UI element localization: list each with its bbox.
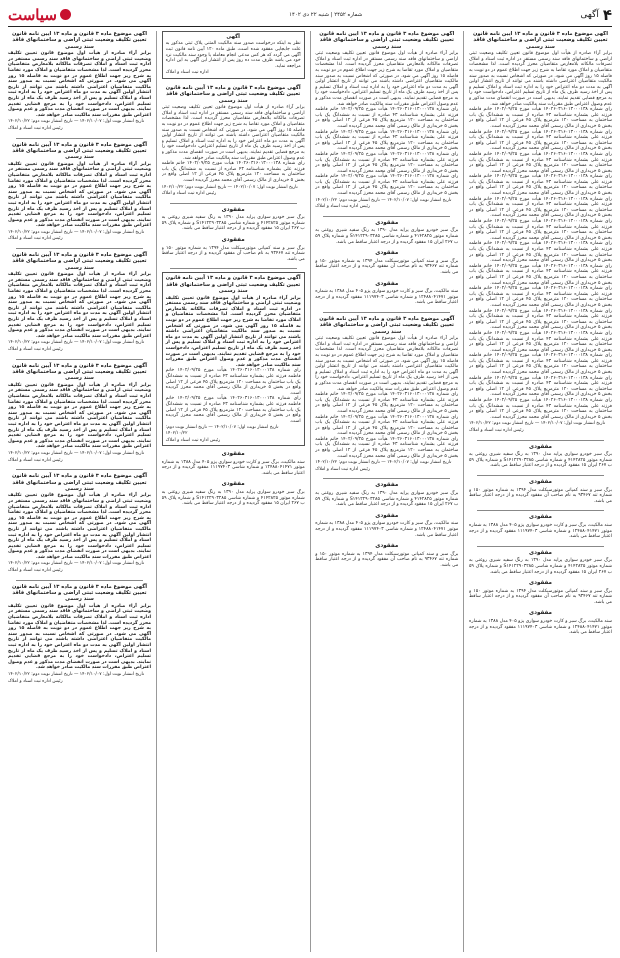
notice-dates: تاریخ انتشار نوبت اول: ۱۴۰۲/۱۰/۰۷ — تاریخ انتشار نوبت دوم: ۱۴۰۲/۱۰/۲۲	[165, 425, 279, 436]
lost-notice	[469, 515, 612, 539]
notice-dates: تاریخ انتشار نوبت اول: ۱۴۰۲/۱۰/۰۷ — تاریخ انتشار نوبت دوم: ۱۴۰۲/۱۰/۲۲	[315, 460, 452, 466]
lost-text: برگ سبز خودرو سواری پراید مدل ۱۳۹۰ به رنگ سفید شیری روغنی به شماره موتور ۴۱۴۲۸۲۵ و شماره شاسی S۱۴۱۲۲۹۰۳۲۸۵ و شماره پلاک ۵۹ ب ۲۶۷ ایران ۱۵ مفقود گردیده و از درجه اعتبار ساقط می باشد.	[161, 490, 305, 507]
notice-signature: رئیس اداره ثبت اسناد و املاک	[315, 204, 370, 210]
lost-notice	[162, 208, 305, 232]
legal-notice	[469, 31, 612, 434]
lost-notice	[469, 581, 612, 605]
notice-record: رای شماره ۱۴۰۲۶۰۳۱۶۰۱۳۰۰۰۱۳۸ هیأت مورخ ۱۴۰۲/۰۹/۲۵ خانم فاطمه فرزند علی بشماره شناسنامه ۴۳ صادره از نسبت به ششدانگ یک باب ساختمان به مساحت ۱۲۰ مترمربع پلاک ۴۵ فرعی از ۱۲ اصلی واقع در بخش ۵ خریداری از مالک رسمی آقای محمد محرز گردیده است.	[468, 196, 612, 219]
notice-signature: رئیس اداره ثبت اسناد و املاک	[7, 125, 63, 131]
notice-record: رای شماره ۱۴۰۲۶۰۳۱۶۰۱۳۰۰۰۱۳۸ هیأت مورخ ۱۴۰۲/۰۹/۲۵ خانم فاطمه فرزند علی بشماره شناسنامه ۴۳ صادره از نسبت به ششدانگ یک باب ساختمان به مساحت ۱۲۰ مترمربع پلاک ۴۵ فرعی از ۱۲ اصلی واقع در بخش ۵ خریداری از مالک رسمی آقای محمد محرز گردیده است.	[468, 129, 612, 152]
column-rule	[463, 31, 464, 952]
notice-record: رای شماره ۱۴۰۲۶۰۳۱۶۰۱۳۰۰۰۱۳۸ هیأت مورخ ۱۴۰۲/۰۹/۲۵ خانم فاطمه فرزند علی بشماره شناسنامه ۴۳ صادره از نسبت به ششدانگ یک باب ساختمان به مساحت ۱۲۰ مترمربع پلاک ۴۵ فرعی از ۱۲ اصلی واقع در بخش ۵ خریداری از مالک رسمی آقای محمد محرز گردیده است.	[468, 308, 612, 331]
lost-heading: مفقودی	[221, 237, 245, 244]
lost-notice	[315, 483, 458, 507]
lost-text: سند مالکیت، برگ سبز و کارت خودرو سواری پژو ۴۰۵ مدل ۱۳۸۸ به شماره موتور ۱۲۴۸۸۰۴۱۴۷۱ و شماره شاسی ۱۱۱۹۷۴۰۳ مفقود گردیده و از درجه اعتبار ساقط می باشد.	[468, 619, 612, 636]
notice-dates: تاریخ انتشار نوبت اول: ۱۴۰۲/۱۰/۰۷ — تاریخ انتشار نوبت دوم: ۱۴۰۲/۱۰/۲۲	[161, 184, 298, 190]
lost-heading: مفقودی	[528, 549, 552, 556]
page-number: ۴	[602, 5, 612, 24]
divider	[477, 546, 604, 547]
notice-record: رای شماره ۱۴۰۲۶۰۳۱۶۰۱۳۰۰۰۱۳۸ هیأت مورخ ۱۴۰۲/۰۹/۲۵ خانم فاطمه فرزند علی بشماره شناسنامه ۴۳ صادره از نسبت به ششدانگ یک باب ساختمان به مساحت ۱۲۰ مترمربع پلاک ۴۵ فرعی از ۱۲ اصلی واقع در بخش ۵ خریداری از مالک رسمی آقای محمد محرز گردیده است.	[468, 353, 612, 376]
notice-text: برابر آراء صادره از هیأت اول موضوع قانون تعیین تکلیف وضعیت ثبتی اراضی و ساختمانهای فاقد سند رسمی مستقر در اداره ثبت اسناد و املاک تصرفات مالکانه بلامعارض متقاضیان محرز گردیده است. لذا مشخصات متقاضیان و املاک مورد تقاضا به شرح زیر جهت اطلاع عموم در دو نوبت به فاصله ۱۵ روز آگهی می شود. در صورتی که اشخاص نسبت به صدور سند مالکیت متقاضیان اعتراضی داشته باشند می توانند از تاریخ انتشار اولین آگهی به مدت دو ماه اعتراض خود را به اداره ثبت اسناد و املاک تسلیم و پس از اخذ رسید ظرف یک ماه از تاریخ تسلیم اعتراض، دادخواست خود را به مرجع قضایی تقدیم نمایند. بدیهی است در صورت انقضای مدت مذکور و عدم وصول اعتراض طبق مقررات سند مالکیت صادر خواهد شد.	[161, 105, 305, 161]
lost-heading: مفقودی	[221, 451, 245, 458]
legal-notice	[8, 31, 151, 132]
lost-text: سند مالکیت، برگ سبز و کارت خودرو سواری پژو ۴۰۵ مدل ۱۳۸۸ به شماره موتور ۱۲۴۸۸۰۴۱۴۷۱ و شماره شاسی ۱۱۱۹۷۴۰۳ مفقود گردیده و از درجه اعتبار ساقط می باشد.	[315, 521, 459, 538]
notice-text: برابر آراء صادره از هیأت اول موضوع قانون تعیین تکلیف وضعیت ثبتی اراضی و ساختمانهای فاقد سند رسمی مستقر در اداره ثبت اسناد و املاک تصرفات مالکانه بلامعارض متقاضیان محرز گردیده است. لذا مشخصات متقاضیان و املاک مورد تقاضا به شرح زیر جهت اطلاع عموم در دو نوبت به فاصله ۱۵ روز آگهی می شود. در صورتی که اشخاص نسبت به صدور سند مالکیت متقاضیان اعتراضی داشته باشند می توانند از تاریخ انتشار اولین آگهی به مدت دو ماه اعتراض خود را به اداره ثبت اسناد و املاک تسلیم و پس از اخذ رسید ظرف یک ماه از تاریخ تسلیم اعتراض، دادخواست خود را به مرجع قضایی تقدیم نمایند. بدیهی است در صورت انقضای مدت مذکور و عدم وصول اعتراض طبق مقررات سند مالکیت صادر خواهد شد.	[7, 382, 152, 450]
divider	[16, 469, 143, 470]
notice-signature: رئیس اداره ثبت اسناد و املاک	[7, 678, 63, 684]
notice-record: رای شماره ۱۴۰۲۶۰۳۱۶۰۱۳۰۰۰۱۳۸ هیأت مورخ ۱۴۰۲/۰۹/۲۵ خانم فاطمه فرزند علی بشماره شناسنامه ۴۳ صادره از نسبت به ششدانگ یک باب ساختمان به مساحت ۱۲۰ مترمربع پلاک ۴۵ فرعی از ۱۲ اصلی واقع در بخش ۵ خریداری از مالک رسمی آقای محمد محرز گردیده است.	[468, 107, 612, 129]
column-rule	[310, 31, 311, 952]
lost-notice	[315, 514, 458, 538]
notice-text: برابر آراء صادره از هیأت اول موضوع قانون تعیین تکلیف وضعیت ثبتی اراضی و ساختمانهای فاقد سند رسمی مستقر در اداره ثبت اسناد و املاک تصرفات مالکانه بلامعارض متقاضیان محرز گردیده است. لذا مشخصات متقاضیان و املاک مورد تقاضا به شرح زیر جهت اطلاع عموم در دو نوبت به فاصله ۱۵ روز آگهی می شود. در صورتی که اشخاص نسبت به صدور سند مالکیت متقاضیان اعتراضی داشته باشند می توانند از تاریخ انتشار اولین آگهی به مدت دو ماه اعتراض خود را به اداره ثبت اسناد و املاک تسلیم و پس از اخذ رسید ظرف یک ماه از تاریخ تسلیم اعتراض، دادخواست خود را به مرجع قضایی تقدیم نمایند. بدیهی است در صورت انقضای مدت مذکور و عدم وصول اعتراض طبق مقررات سند مالکیت صادر خواهد شد.	[315, 336, 459, 392]
column-3	[162, 31, 305, 952]
notice-text: نظر به اینکه درخواست صدور سند مالکیت المثنی پلاک ثبتی مذکور به علت جابجایی مفقود شده است، طبق ماده ۱۲۰ آیین نامه قانون ثبت آگهی می گردد که هر کس مدعی انجام معامله یا وجود سند مالکیت نزد خود می باشد ظرف مدت ده روز پس از انتشار این آگهی به این اداره مراجعه نماید.	[165, 41, 301, 69]
notice-record: رای شماره ۱۴۰۲۶۰۳۱۶۰۱۳۰۰۰۱۳۸ هیأت مورخ ۱۴۰۲/۰۹/۲۵ خانم فاطمه فرزند علی بشماره شناسنامه ۴۳ صادره از نسبت به ششدانگ یک باب ساختمان به مساحت ۱۲۰ مترمربع پلاک ۴۵ فرعی از ۱۲ اصلی واقع در بخش ۵ خریداری از مالک رسمی آقای محمد محرز گردیده است.	[468, 151, 612, 174]
lost-heading: مفقودی	[375, 512, 399, 519]
notice-text: برابر آراء صادره از هیأت اول موضوع قانون تعیین تکلیف وضعیت ثبتی اراضی و ساختمانهای فاقد سند رسمی مستقر در اداره ثبت اسناد و املاک تصرفات مالکانه بلامعارض متقاضیان محرز گردیده است. لذا مشخصات متقاضیان و املاک مورد تقاضا به شرح زیر جهت اطلاع عموم در دو نوبت به فاصله ۱۵ روز آگهی می شود. در صورتی که اشخاص نسبت به صدور سند مالکیت متقاضیان اعتراضی داشته باشند می توانند از تاریخ انتشار اولین آگهی به مدت دو ماه اعتراض خود را به اداره ثبت اسناد و املاک تسلیم و پس از اخذ رسید ظرف یک ماه از تاریخ تسلیم اعتراض، دادخواست خود را به مرجع قضایی تقدیم نمایند. بدیهی است در صورت انقضای مدت مذکور و عدم وصول اعتراض طبق مقررات سند مالکیت صادر خواهد شد.	[468, 51, 612, 107]
divider	[323, 312, 450, 313]
notice-heading: آگهی موضوع ماده ۳ قانون و ماده ۱۳ آیین نامه قانون تعیین تکلیف وضعیت ثبتی اراضی و ساختمانهای فاقد سند رسمی	[11, 473, 148, 492]
notice-heading: آگهی موضوع ماده ۳ قانون و ماده ۱۳ آیین نامه قانون تعیین تکلیف وضعیت ثبتی اراضی و ساختمانهای فاقد سند رسمی	[11, 362, 148, 382]
notice-record: رای شماره ۱۴۰۲۶۰۳۱۶۰۱۳۰۰۰۱۳۸ هیأت مورخ ۱۴۰۲/۰۹/۲۵ خانم فاطمه فرزند علی بشماره شناسنامه ۴۳ صادره از نسبت به ششدانگ یک باب ساختمان به مساحت ۱۲۰ مترمربع پلاک ۴۵ فرعی از ۱۲ اصلی واقع در بخش ۵ خریداری از مالک رسمی آقای محمد محرز گردیده است.	[315, 436, 459, 459]
lost-notice	[315, 251, 458, 275]
lost-text: برگ سبز خودرو سواری پراید مدل ۱۳۹۰ به رنگ سفید شیری روغنی به شماره موتور ۴۱۴۲۸۲۵ و شماره شاسی S۱۴۱۲۲۹۰۳۲۸۵ و شماره پلاک ۵۹ ب ۲۶۷ ایران ۱۵ مفقود گردیده و از درجه اعتبار ساقط می باشد.	[315, 491, 459, 508]
notice-heading: آگهی موضوع ماده ۳ قانون و ماده ۱۳ آیین نامه قانون تعیین تکلیف وضعیت ثبتی اراضی و ساختمانهای فاقد سند رسمی	[11, 583, 148, 603]
legal-notice	[162, 85, 305, 197]
lost-notice	[469, 445, 612, 469]
notice-heading: آگهی موضوع ماده ۳ قانون و ماده ۱۳ آیین نامه قانون تعیین تکلیف وضعیت ثبتی اراضی و ساختمانهای فاقد سند رسمی	[11, 141, 148, 161]
divider	[16, 248, 143, 249]
notice-heading: آگهی موضوع ماده ۳ قانون و ماده ۱۳ آیین نامه قانون تعیین تکلیف وضعیت ثبتی اراضی و ساختمانهای فاقد سند رسمی	[11, 31, 148, 50]
legal-notice	[8, 584, 151, 685]
notice-heading: آگهی موضوع ماده ۳ قانون و ماده ۱۳ آیین نامه قانون تعیین تکلیف وضعیت ثبتی اراضی و ساختمانهای فاقد سند رسمی	[165, 275, 301, 295]
lost-heading: مفقودی	[221, 481, 245, 488]
notice-heading: آگهی موضوع ماده ۳ قانون و ماده ۱۳ آیین نامه قانون تعیین تکلیف وضعیت ثبتی اراضی و ساختمانهای فاقد سند رسمی	[165, 84, 301, 104]
notice-record: رای شماره ۱۴۰۲۶۰۳۱۶۰۱۳۰۰۰۱۳۸ هیأت مورخ ۱۴۰۲/۰۹/۲۵ خانم فاطمه فرزند علی بشماره شناسنامه ۴۳ صادره از نسبت به ششدانگ یک باب ساختمان به مساحت ۱۲۰ مترمربع پلاک ۴۵ فرعی از ۱۲ اصلی واقع در بخش ۵ خریداری از مالک رسمی آقای محمد محرز گردیده است.	[468, 219, 612, 241]
notice-text: برابر آراء صادره از هیأت اول موضوع قانون تعیین تکلیف وضعیت ثبتی اراضی و ساختمانهای فاقد سند رسمی مستقر در اداره ثبت اسناد و املاک تصرفات مالکانه بلامعارض متقاضیان محرز گردیده است. لذا مشخصات متقاضیان و املاک مورد تقاضا به شرح زیر جهت اطلاع عموم در دو نوبت به فاصله ۱۵ روز آگهی می شود. در صورتی که اشخاص نسبت به صدور سند مالکیت متقاضیان اعتراضی داشته باشند می توانند از تاریخ انتشار اولین آگهی به مدت دو ماه اعتراض خود را به اداره ثبت اسناد و املاک تسلیم و پس از اخذ رسید ظرف یک ماه از تاریخ تسلیم اعتراض، دادخواست خود را به مرجع قضایی تقدیم نمایند. بدیهی است در صورت انقضای مدت مذکور و عدم وصول اعتراض طبق مقررات سند مالکیت صادر خواهد شد.	[7, 493, 152, 560]
notice-heading: آگهی موضوع ماده ۳ قانون و ماده ۱۳ آیین نامه قانون تعیین تکلیف وضعیت ثبتی اراضی و ساختمانهای فاقد سند رسمی	[319, 31, 455, 50]
notice-dates: تاریخ انتشار نوبت اول: ۱۴۰۲/۱۰/۰۷ — تاریخ انتشار نوبت دوم: ۱۴۰۲/۱۰/۲۲	[7, 229, 145, 235]
notice-heading: آگهی موضوع ماده ۳ قانون و ماده ۱۳ آیین نامه قانون تعیین تکلیف وضعیت ثبتی اراضی و ساختمانهای فاقد سند رسمی	[472, 31, 608, 50]
newspaper-logo	[8, 6, 71, 24]
notice-record: رای شماره ۱۴۰۲۶۰۳۱۶۰۱۳۰۰۰۱۳۸ هیأت مورخ ۱۴۰۲/۰۹/۲۵ خانم فاطمه فرزند علی بشماره شناسنامه ۴۳ صادره از نسبت به ششدانگ یک باب ساختمان به مساحت ۱۲۰ مترمربع پلاک ۴۵ فرعی از ۱۲ اصلی واقع در بخش ۵ خریداری از مالک رسمی آقای محمد محرز گردیده است.	[468, 263, 612, 286]
notice-record: رای شماره ۱۴۰۲۶۰۳۱۶۰۱۳۰۰۰۱۳۸ هیأت مورخ ۱۴۰۲/۰۹/۲۵ خانم فاطمه فرزند علی بشماره شناسنامه ۴۳ صادره از نسبت به ششدانگ یک باب ساختمان به مساحت ۱۲۰ مترمربع پلاک ۴۵ فرعی از ۱۲ اصلی واقع در بخش ۵ خریداری از مالک رسمی آقای محمد محرز گردیده است.	[315, 107, 459, 129]
notice-text: برابر آراء صادره از هیأت اول موضوع قانون تعیین تکلیف وضعیت ثبتی اراضی و ساختمانهای فاقد سند رسمی مستقر در اداره ثبت اسناد و املاک تصرفات مالکانه بلامعارض متقاضیان محرز گردیده است. لذا مشخصات متقاضیان و املاک مورد تقاضا به شرح زیر جهت اطلاع عموم در دو نوبت به فاصله ۱۵ روز آگهی می شود. در صورتی که اشخاص نسبت به صدور سند مالکیت متقاضیان اعتراضی داشته باشند می توانند از تاریخ انتشار اولین آگهی به مدت دو ماه اعتراض خود را به اداره ثبت اسناد و املاک تسلیم و پس از اخذ رسید ظرف یک ماه از تاریخ تسلیم اعتراض، دادخواست خود را به مرجع قضایی تقدیم نمایند. بدیهی است در صورت انقضای مدت مذکور و عدم وصول اعتراض طبق مقررات سند مالکیت صادر خواهد شد.	[7, 272, 152, 339]
notice-record: رای شماره ۱۴۰۲۶۰۳۱۶۰۱۳۰۰۰۱۳۸ هیأت مورخ ۱۴۰۲/۰۹/۲۵ خانم فاطمه فرزند علی بشماره شناسنامه ۴۳ صادره از نسبت به ششدانگ یک باب ساختمان به مساحت ۱۲۰ مترمربع پلاک ۴۵ فرعی از ۱۲ اصلی واقع در بخش ۵ خریداری از مالک رسمی آقای محمد محرز گردیده است.	[315, 129, 459, 152]
lost-text: برگ سبز و سند کمپانی موتورسیکلت مدل ۱۳۹۴ به شماره موتور ۱۵۰ و شماره تنه ۹۳۴۶۷ به نام صاحب آن مفقود گردیده و از درجه اعتبار ساقط می باشد.	[315, 551, 459, 568]
notice-record: رای شماره ۱۴۰۲۶۰۳۱۶۰۱۳۰۰۰۱۳۸ هیأت مورخ ۱۴۰۲/۰۹/۲۵ خانم فاطمه فرزند علی بشماره شناسنامه ۴۳ صادره از نسبت به ششدانگ یک باب ساختمان به مساحت ۱۲۰ مترمربع پلاک ۴۵ فرعی از ۱۲ اصلی واقع در بخش ۵ خریداری از مالک رسمی آقای محمد محرز گردیده است.	[468, 375, 612, 398]
lost-heading: مفقودی	[528, 443, 552, 450]
lost-heading: مفقودی	[375, 219, 399, 226]
notice-text: برابر آراء صادره از هیأت اول موضوع قانون تعیین تکلیف وضعیت ثبتی اراضی و ساختمانهای فاقد سند رسمی مستقر در اداره ثبت اسناد و املاک تصرفات مالکانه بلامعارض متقاضیان محرز گردیده است. لذا مشخصات متقاضیان و املاک مورد تقاضا به شرح زیر جهت اطلاع عموم در دو نوبت به فاصله ۱۵ روز آگهی می شود. در صورتی که اشخاص نسبت به صدور سند مالکیت متقاضیان اعتراضی داشته باشند می توانند از تاریخ انتشار اولین آگهی به مدت دو ماه اعتراض خود را به اداره ثبت اسناد و املاک تسلیم و پس از اخذ رسید ظرف یک ماه از تاریخ تسلیم اعتراض، دادخواست خود را به مرجع قضایی تقدیم نمایند. بدیهی است در صورت انقضای مدت مذکور و عدم وصول اعتراض طبق مقررات سند مالکیت صادر خواهد شد.	[7, 603, 152, 671]
article-columns	[8, 31, 612, 952]
divider	[16, 138, 143, 139]
notice-record: رای شماره ۱۴۰۲۶۰۳۱۶۰۱۳۰۰۰۱۳۸ هیأت مورخ ۱۴۰۲/۰۹/۲۵ خانم فاطمه فرزند علی بشماره شناسنامه ۴۳ صادره از نسبت به ششدانگ یک باب ساختمان به مساحت ۱۲۰ مترمربع پلاک ۴۵ فرعی از ۱۲ اصلی واقع در بخش ۵ خریداری از مالک رسمی آقای محمد محرز گردیده است.	[165, 396, 301, 424]
legal-notice	[8, 142, 151, 243]
lost-notice	[315, 544, 458, 568]
lost-heading: مفقودی	[528, 514, 552, 521]
notice-record: رای شماره ۱۴۰۲۶۰۳۱۶۰۱۳۰۰۰۱۳۸ هیأت مورخ ۱۴۰۲/۰۹/۲۵ خانم فاطمه فرزند علی بشماره شناسنامه ۴۳ صادره از نسبت به ششدانگ یک باب ساختمان به مساحت ۱۲۰ مترمربع پلاک ۴۵ فرعی از ۱۲ اصلی واقع در بخش ۵ خریداری از مالک رسمی آقای محمد محرز گردیده است.	[468, 241, 612, 264]
notice-record: رای شماره ۱۴۰۲۶۰۳۱۶۰۱۳۰۰۰۱۳۸ هیأت مورخ ۱۴۰۲/۰۹/۲۵ خانم فاطمه فرزند علی بشماره شناسنامه ۴۳ صادره از نسبت به ششدانگ یک باب ساختمان به مساحت ۱۲۰ مترمربع پلاک ۴۵ فرعی از ۱۲ اصلی واقع در بخش ۵ خریداری از مالک رسمی آقای محمد محرز گردیده است.	[165, 368, 301, 396]
lost-text: برگ سبز و سند کمپانی موتورسیکلت مدل ۱۳۹۴ به شماره موتور ۱۵۰ و شماره تنه ۹۳۴۶۷ به نام صاحب آن مفقود گردیده و از درجه اعتبار ساقط می باشد.	[315, 258, 459, 275]
notice-text: برابر آراء صادره از هیأت اول موضوع قانون تعیین تکلیف وضعیت ثبتی اراضی و ساختمانهای فاقد سند رسمی مستقر در اداره ثبت اسناد و املاک تصرفات مالکانه بلامعارض متقاضیان محرز گردیده است. لذا مشخصات متقاضیان و املاک مورد تقاضا به شرح زیر جهت اطلاع عموم در دو نوبت به فاصله ۱۵ روز آگهی می شود. در صورتی که اشخاص نسبت به صدور سند مالکیت متقاضیان اعتراضی داشته باشند می توانند از تاریخ انتشار اولین آگهی به مدت دو ماه اعتراض خود را به اداره ثبت اسناد و املاک تسلیم و پس از اخذ رسید ظرف یک ماه از تاریخ تسلیم اعتراض، دادخواست خود را به مرجع قضایی تقدیم نمایند. بدیهی است در صورت انقضای مدت مذکور و عدم وصول اعتراض طبق مقررات سند مالکیت صادر خواهد شد.	[165, 295, 301, 368]
issue-info: شماره ۲۴۵۲ | شنبه ۲۲ دی ۱۴۰۲	[289, 11, 363, 18]
notice-record: رای شماره ۱۴۰۲۶۰۳۱۶۰۱۳۰۰۰۱۳۸ هیأت مورخ ۱۴۰۲/۰۹/۲۵ خانم فاطمه فرزند علی بشماره شناسنامه ۴۳ صادره از نسبت به ششدانگ یک باب ساختمان به مساحت ۱۲۰ مترمربع پلاک ۴۵ فرعی از ۱۲ اصلی واقع در بخش ۵ خریداری از مالک رسمی آقای محمد محرز گردیده است.	[315, 414, 459, 437]
notice-record: رای شماره ۱۴۰۲۶۰۳۱۶۰۱۳۰۰۰۱۳۸ هیأت مورخ ۱۴۰۲/۰۹/۲۵ خانم فاطمه فرزند علی بشماره شناسنامه ۴۳ صادره از نسبت به ششدانگ یک باب ساختمان به مساحت ۱۲۰ مترمربع پلاک ۴۵ فرعی از ۱۲ اصلی واقع در بخش ۵ خریداری از مالک رسمی آقای محمد محرز گردیده است.	[315, 151, 459, 174]
page-number-block	[580, 6, 612, 24]
lost-heading: مفقودی	[528, 610, 552, 617]
legal-notice	[315, 31, 458, 210]
notice-dates: تاریخ انتشار نوبت اول: ۱۴۰۲/۱۰/۰۷ — تاریخ انتشار نوبت دوم: ۱۴۰۲/۱۰/۲۲	[7, 672, 145, 677]
lost-text: برگ سبز خودرو سواری پراید مدل ۱۳۹۰ به رنگ سفید شیری روغنی به شماره موتور ۴۱۴۲۸۲۵ و شماره شاسی S۱۴۱۲۲۹۰۳۲۸۵ و شماره پلاک ۵۹ ب ۲۶۷ ایران ۱۵ مفقود گردیده و از درجه اعتبار ساقط می باشد.	[161, 215, 305, 232]
lost-notice	[162, 238, 305, 262]
lost-notice	[162, 482, 305, 506]
lost-notice	[315, 221, 458, 245]
lost-text: برگ سبز خودرو سواری پراید مدل ۱۳۹۰ به رنگ سفید شیری روغنی به شماره موتور ۴۱۴۲۸۲۵ و شماره شاسی S۱۴۱۲۲۹۰۳۲۸۵ و شماره پلاک ۵۹ ب ۲۶۷ ایران ۱۵ مفقود گردیده و از درجه اعتبار ساقط می باشد.	[468, 452, 612, 469]
notice-signature: رئیس اداره ثبت اسناد و املاک	[165, 437, 221, 443]
notice-signature: رئیس اداره ثبت اسناد و املاک	[161, 191, 217, 197]
notice-record: رای شماره ۱۴۰۲۶۰۳۱۶۰۱۳۰۰۰۱۳۸ هیأت مورخ ۱۴۰۲/۰۹/۲۵ خانم فاطمه فرزند علی بشماره شناسنامه ۴۳ صادره از نسبت به ششدانگ یک باب ساختمان به مساحت ۱۲۰ مترمربع پلاک ۴۵ فرعی از ۱۲ اصلی واقع در بخش ۵ خریداری از مالک رسمی آقای محمد محرز گردیده است.	[315, 174, 459, 197]
column-rule	[156, 31, 157, 952]
column-1	[469, 31, 612, 952]
lost-heading: مفقودی	[375, 482, 399, 489]
lost-notice	[469, 480, 612, 504]
lost-notice	[469, 551, 612, 575]
divider	[323, 478, 450, 479]
registry-notice	[162, 31, 305, 79]
notice-text: برابر آراء صادره از هیأت اول موضوع قانون تعیین تکلیف وضعیت ثبتی اراضی و ساختمانهای فاقد سند رسمی مستقر در اداره ثبت اسناد و املاک تصرفات مالکانه بلامعارض متقاضیان محرز گردیده است. لذا مشخصات متقاضیان و املاک مورد تقاضا به شرح زیر جهت اطلاع عموم در دو نوبت به فاصله ۱۵ روز آگهی می شود. در صورتی که اشخاص نسبت به صدور سند مالکیت متقاضیان اعتراضی داشته باشند می توانند از تاریخ انتشار اولین آگهی به مدت دو ماه اعتراض خود را به اداره ثبت اسناد و املاک تسلیم و پس از اخذ رسید ظرف یک ماه از تاریخ تسلیم اعتراض، دادخواست خود را به مرجع قضایی تقدیم نمایند. بدیهی است در صورت انقضای مدت مذکور و عدم وصول اعتراض طبق مقررات سند مالکیت صادر خواهد شد.	[7, 51, 152, 118]
lost-text: برگ سبز و سند کمپانی موتورسیکلت مدل ۱۳۹۴ به شماره موتور ۱۵۰ و شماره تنه ۹۳۴۶۷ به نام صاحب آن مفقود گردیده و از درجه اعتبار ساقط می باشد.	[468, 487, 612, 504]
notice-signature: رئیس اداره ثبت اسناد و املاک	[7, 236, 63, 242]
notice-signature: رئیس اداره ثبت اسناد و املاک	[7, 457, 63, 463]
divider	[170, 268, 297, 269]
section-name: آگهی	[580, 9, 599, 20]
page-header	[8, 3, 612, 27]
lost-notice	[162, 452, 305, 476]
lost-text: سند مالکیت، برگ سبز و کارت خودرو سواری پژو ۴۰۵ مدل ۱۳۸۸ به شماره موتور ۱۲۴۸۸۰۴۱۴۷۱ و شماره شاسی ۱۱۱۹۷۴۰۳ مفقود گردیده و از درجه اعتبار ساقط می باشد.	[468, 522, 612, 540]
lost-heading: مفقودی	[528, 478, 552, 485]
column-4	[8, 31, 151, 952]
legal-notice	[8, 252, 151, 353]
column-2	[315, 31, 458, 952]
divider	[16, 359, 143, 360]
notice-heading: آگهی موضوع ماده ۳ قانون و ماده ۱۳ آیین نامه قانون تعیین تکلیف وضعیت ثبتی اراضی و ساختمانهای فاقد سند رسمی	[11, 252, 148, 271]
notice-signature: رئیس اداره ثبت اسناد و املاک	[7, 347, 63, 352]
divider	[477, 510, 604, 511]
lost-notice	[315, 282, 458, 306]
lost-heading: مفقودی	[375, 543, 399, 550]
lost-heading: مفقودی	[528, 580, 552, 587]
notice-dates: تاریخ انتشار نوبت اول: ۱۴۰۲/۱۰/۰۷ — تاریخ انتشار نوبت دوم: ۱۴۰۲/۱۰/۲۲	[7, 340, 145, 346]
notice-heading: آگهی	[226, 34, 240, 40]
lost-text: سند مالکیت، برگ سبز و کارت خودرو سواری پژو ۴۰۵ مدل ۱۳۸۸ به شماره موتور ۱۲۴۸۸۰۴۱۴۷۱ و شماره شاسی ۱۱۱۹۷۴۰۳ مفقود گردیده و از درجه اعتبار ساقط می باشد.	[161, 459, 305, 476]
legal-notice	[315, 316, 458, 472]
notice-dates: تاریخ انتشار نوبت اول: ۱۴۰۲/۱۰/۰۷ — تاریخ انتشار نوبت دوم: ۱۴۰۲/۱۰/۲۲	[7, 561, 145, 567]
notice-signature: رئیس اداره ثبت اسناد و املاک	[468, 428, 524, 433]
lost-heading: مفقودی	[221, 206, 245, 213]
registry-name: اداره ثبت اسناد و املاک	[165, 70, 209, 76]
notice-record: رای شماره ۱۴۰۲۶۰۳۱۶۰۱۳۰۰۰۱۳۸ هیأت مورخ ۱۴۰۲/۰۹/۲۵ خانم فاطمه فرزند علی بشماره شناسنامه ۴۳ صادره از نسبت به ششدانگ یک باب ساختمان به مساحت ۱۲۰ مترمربع پلاک ۴۵ فرعی از ۱۲ اصلی واقع در بخش ۵ خریداری از مالک رسمی آقای محمد محرز گردیده است.	[161, 161, 305, 183]
lost-text: برگ سبز خودرو سواری پراید مدل ۱۳۹۰ به رنگ سفید شیری روغنی به شماره موتور ۴۱۴۲۸۲۵ و شماره شاسی S۱۴۱۲۲۹۰۳۲۸۵ و شماره پلاک ۵۹ ب ۲۶۷ ایران ۱۵ مفقود گردیده و از درجه اعتبار ساقط می باشد.	[468, 558, 612, 575]
notice-record: رای شماره ۱۴۰۲۶۰۳۱۶۰۱۳۰۰۰۱۳۸ هیأت مورخ ۱۴۰۲/۰۹/۲۵ خانم فاطمه فرزند علی بشماره شناسنامه ۴۳ صادره از نسبت به ششدانگ یک باب ساختمان به مساحت ۱۲۰ مترمربع پلاک ۴۵ فرعی از ۱۲ اصلی واقع در بخش ۵ خریداری از مالک رسمی آقای محمد محرز گردیده است.	[468, 286, 612, 308]
legal-notice	[8, 473, 151, 574]
logo-dot-icon	[60, 9, 71, 20]
notice-dates: تاریخ انتشار نوبت اول: ۱۴۰۲/۱۰/۰۷ — تاریخ انتشار نوبت دوم: ۱۴۰۲/۱۰/۲۲	[315, 197, 452, 203]
notice-signature: رئیس اداره ثبت اسناد و املاک	[7, 568, 63, 574]
divider	[323, 216, 450, 217]
divider	[16, 580, 143, 581]
lost-text: سند مالکیت، برگ سبز و کارت خودرو سواری پژو ۴۰۵ مدل ۱۳۸۸ به شماره موتور ۱۲۴۸۸۰۴۱۴۷۱ و شماره شاسی ۱۱۱۹۷۴۰۳ مفقود گردیده و از درجه اعتبار ساقط می باشد.	[315, 289, 459, 306]
legal-notice	[162, 272, 305, 446]
lost-heading: مفقودی	[375, 250, 399, 257]
notice-dates: تاریخ انتشار نوبت اول: ۱۴۰۲/۱۰/۰۷ — تاریخ انتشار نوبت دوم: ۱۴۰۲/۱۰/۲۲	[468, 421, 606, 427]
notice-text: برابر آراء صادره از هیأت اول موضوع قانون تعیین تکلیف وضعیت ثبتی اراضی و ساختمانهای فاقد سند رسمی مستقر در اداره ثبت اسناد و املاک تصرفات مالکانه بلامعارض متقاضیان محرز گردیده است. لذا مشخصات متقاضیان و املاک مورد تقاضا به شرح زیر جهت اطلاع عموم در دو نوبت به فاصله ۱۵ روز آگهی می شود. در صورتی که اشخاص نسبت به صدور سند مالکیت متقاضیان اعتراضی داشته باشند می توانند از تاریخ انتشار اولین آگهی به مدت دو ماه اعتراض خود را به اداره ثبت اسناد و املاک تسلیم و پس از اخذ رسید ظرف یک ماه از تاریخ تسلیم اعتراض، دادخواست خود را به مرجع قضایی تقدیم نمایند. بدیهی است در صورت انقضای مدت مذکور و عدم وصول اعتراض طبق مقررات سند مالکیت صادر خواهد شد.	[315, 51, 459, 107]
lost-text: برگ سبز و سند کمپانی موتورسیکلت مدل ۱۳۹۴ به شماره موتور ۱۵۰ و شماره تنه ۹۳۴۶۷ به نام صاحب آن مفقود گردیده و از درجه اعتبار ساقط می باشد.	[468, 588, 612, 605]
lost-notice	[469, 611, 612, 635]
notice-record: رای شماره ۱۴۰۲۶۰۳۱۶۰۱۳۰۰۰۱۳۸ هیأت مورخ ۱۴۰۲/۰۹/۲۵ خانم فاطمه فرزند علی بشماره شناسنامه ۴۳ صادره از نسبت به ششدانگ یک باب ساختمان به مساحت ۱۲۰ مترمربع پلاک ۴۵ فرعی از ۱۲ اصلی واقع در بخش ۵ خریداری از مالک رسمی آقای محمد محرز گردیده است.	[468, 398, 612, 420]
lost-heading: مفقودی	[375, 280, 399, 287]
notice-heading: آگهی موضوع ماده ۳ قانون و ماده ۱۳ آیین نامه قانون تعیین تکلیف وضعیت ثبتی اراضی و ساختمانهای فاقد سند رسمی	[319, 315, 455, 335]
logo-text: سیاست	[8, 5, 57, 24]
notice-record: رای شماره ۱۴۰۲۶۰۳۱۶۰۱۳۰۰۰۱۳۸ هیأت مورخ ۱۴۰۲/۰۹/۲۵ خانم فاطمه فرزند علی بشماره شناسنامه ۴۳ صادره از نسبت به ششدانگ یک باب ساختمان به مساحت ۱۲۰ مترمربع پلاک ۴۵ فرعی از ۱۲ اصلی واقع در بخش ۵ خریداری از مالک رسمی آقای محمد محرز گردیده است.	[315, 392, 459, 414]
lost-text: برگ سبز و سند کمپانی موتورسیکلت مدل ۱۳۹۴ به شماره موتور ۱۵۰ و شماره تنه ۹۳۴۶۷ به نام صاحب آن مفقود گردیده و از درجه اعتبار ساقط می باشد.	[161, 245, 305, 262]
legal-notice	[8, 363, 151, 464]
notice-record: رای شماره ۱۴۰۲۶۰۳۱۶۰۱۳۰۰۰۱۳۸ هیأت مورخ ۱۴۰۲/۰۹/۲۵ خانم فاطمه فرزند علی بشماره شناسنامه ۴۳ صادره از نسبت به ششدانگ یک باب ساختمان به مساحت ۱۲۰ مترمربع پلاک ۴۵ فرعی از ۱۲ اصلی واقع در بخش ۵ خریداری از مالک رسمی آقای محمد محرز گردیده است.	[468, 174, 612, 197]
divider	[170, 203, 297, 204]
divider	[477, 475, 604, 476]
notice-record: رای شماره ۱۴۰۲۶۰۳۱۶۰۱۳۰۰۰۱۳۸ هیأت مورخ ۱۴۰۲/۰۹/۲۵ خانم فاطمه فرزند علی بشماره شناسنامه ۴۳ صادره از نسبت به ششدانگ یک باب ساختمان به مساحت ۱۲۰ مترمربع پلاک ۴۵ فرعی از ۱۲ اصلی واقع در بخش ۵ خریداری از مالک رسمی آقای محمد محرز گردیده است.	[468, 330, 612, 353]
divider	[477, 440, 604, 441]
notice-dates: تاریخ انتشار نوبت اول: ۱۴۰۲/۱۰/۰۷ — تاریخ انتشار نوبت دوم: ۱۴۰۲/۱۰/۲۲	[7, 119, 145, 125]
notice-text: برابر آراء صادره از هیأت اول موضوع قانون تعیین تکلیف وضعیت ثبتی اراضی و ساختمانهای فاقد سند رسمی مستقر در اداره ثبت اسناد و املاک تصرفات مالکانه بلامعارض متقاضیان محرز گردیده است. لذا مشخصات متقاضیان و املاک مورد تقاضا به شرح زیر جهت اطلاع عموم در دو نوبت به فاصله ۱۵ روز آگهی می شود. در صورتی که اشخاص نسبت به صدور سند مالکیت متقاضیان اعتراضی داشته باشند می توانند از تاریخ انتشار اولین آگهی به مدت دو ماه اعتراض خود را به اداره ثبت اسناد و املاک تسلیم و پس از اخذ رسید ظرف یک ماه از تاریخ تسلیم اعتراض، دادخواست خود را به مرجع قضایی تقدیم نمایند. بدیهی است در صورت انقضای مدت مذکور و عدم وصول اعتراض طبق مقررات سند مالکیت صادر خواهد شد.	[7, 161, 152, 229]
notice-dates: تاریخ انتشار نوبت اول: ۱۴۰۲/۱۰/۰۷ — تاریخ انتشار نوبت دوم: ۱۴۰۲/۱۰/۲۲	[7, 450, 145, 456]
notice-signature: رئیس اداره ثبت اسناد و املاک	[315, 466, 370, 472]
lost-text: برگ سبز خودرو سواری پراید مدل ۱۳۹۰ به رنگ سفید شیری روغنی به شماره موتور ۴۱۴۲۸۲۵ و شماره شاسی S۱۴۱۲۲۹۰۳۲۸۵ و شماره پلاک ۵۹ ب ۲۶۷ ایران ۱۵ مفقود گردیده و از درجه اعتبار ساقط می باشد.	[315, 228, 459, 245]
